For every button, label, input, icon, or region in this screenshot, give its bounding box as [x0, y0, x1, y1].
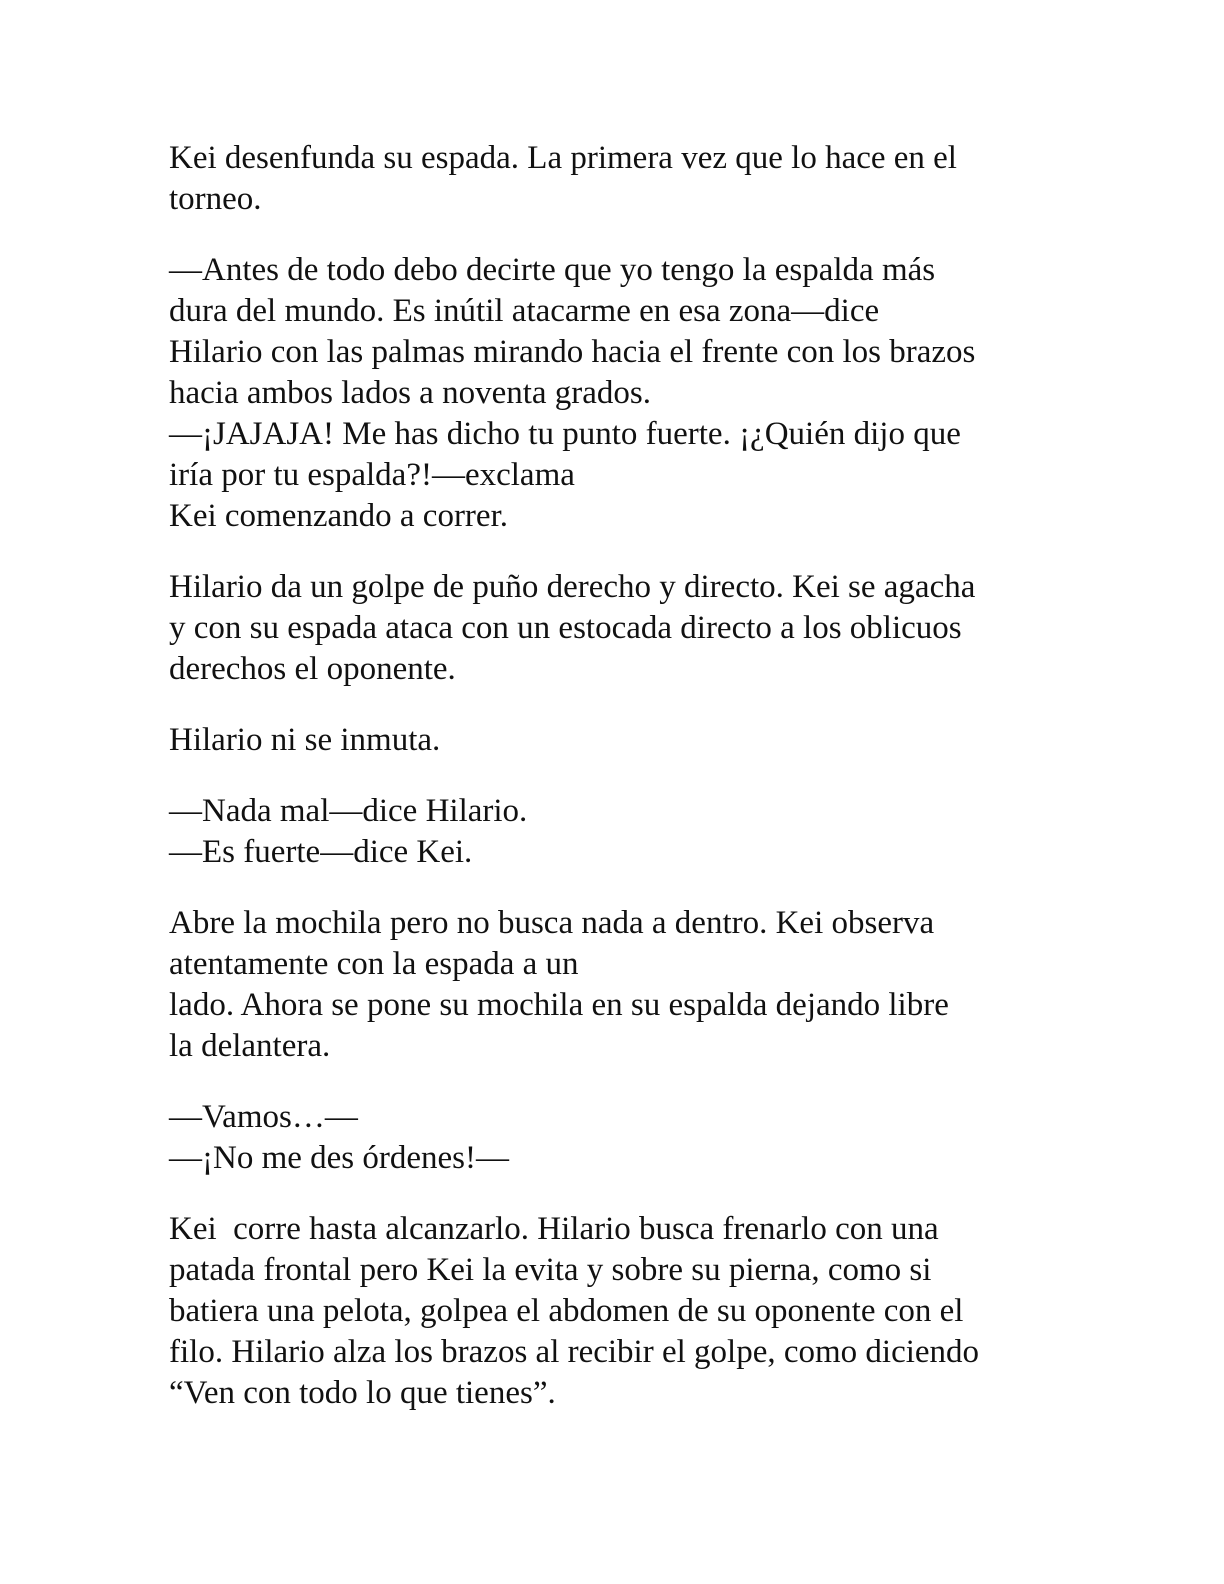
paragraph-gap [169, 220, 1069, 250]
text-line: batiera una pelota, golpea el abdomen de su oponente con el [169, 1293, 964, 1329]
paragraph [169, 1209, 1069, 1414]
text-line: derechos el oponente. [169, 651, 456, 687]
text-line: Abre la mochila pero no busca nada a dentro. Kei observa [169, 905, 935, 941]
text-line: Kei desenfunda su espada. La primera vez que lo hace en el [169, 140, 957, 176]
body-text [169, 138, 1069, 1414]
text-line: —Nada mal—dice Hilario. [169, 793, 528, 829]
text-line: Kei comenzando a correr. [169, 498, 508, 534]
paragraph-gap [169, 1179, 1069, 1209]
paragraph [169, 250, 1069, 537]
paragraph [169, 903, 1069, 1067]
paragraph [169, 720, 1069, 761]
text-line: atentamente con la espada a un [169, 946, 579, 982]
text-line: dura del mundo. Es inútil atacarme en esa zona—dice [169, 293, 880, 329]
text-line: —Es fuerte—dice Kei. [169, 834, 473, 870]
text-line: Kei corre hasta alcanzarlo. Hilario busca frenarlo con una [169, 1211, 939, 1247]
text-line: patada frontal pero Kei la evita y sobre su pierna, como si [169, 1252, 932, 1288]
paragraph [169, 138, 1069, 220]
paragraph-gap [169, 761, 1069, 791]
text-line: hacia ambos lados a noventa grados. [169, 375, 652, 411]
text-line: la delantera. [169, 1028, 331, 1064]
text-line: —Antes de todo debo decirte que yo tengo la espalda más [169, 252, 936, 288]
paragraph [169, 1097, 1069, 1179]
paragraph-gap [169, 1067, 1069, 1097]
paragraph-gap [169, 873, 1069, 903]
text-line: filo. Hilario alza los brazos al recibir el golpe, como diciendo [169, 1334, 980, 1370]
text-line: —Vamos…— [169, 1099, 358, 1135]
text-line: Hilario con las palmas mirando hacia el frente con los brazos [169, 334, 976, 370]
text-line: y con su espada ataca con un estocada directo a los oblicuos [169, 610, 962, 646]
paragraph-gap [169, 690, 1069, 720]
paragraph [169, 791, 1069, 873]
paragraph [169, 567, 1069, 690]
text-line: —¡No me des órdenes!— [169, 1140, 509, 1176]
text-line: —¡JAJAJA! Me has dicho tu punto fuerte. ¡¿Quién dijo que [169, 416, 961, 452]
text-line: Hilario da un golpe de puño derecho y directo. Kei se agacha [169, 569, 976, 605]
text-line: “Ven con todo lo que tienes”. [169, 1375, 556, 1411]
text-line: iría por tu espalda?!—exclama [169, 457, 575, 493]
paragraph-gap [169, 537, 1069, 567]
text-line: torneo. [169, 181, 262, 217]
text-line: Hilario ni se inmuta. [169, 722, 441, 758]
text-line: lado. Ahora se pone su mochila en su espalda dejando libre [169, 987, 949, 1023]
